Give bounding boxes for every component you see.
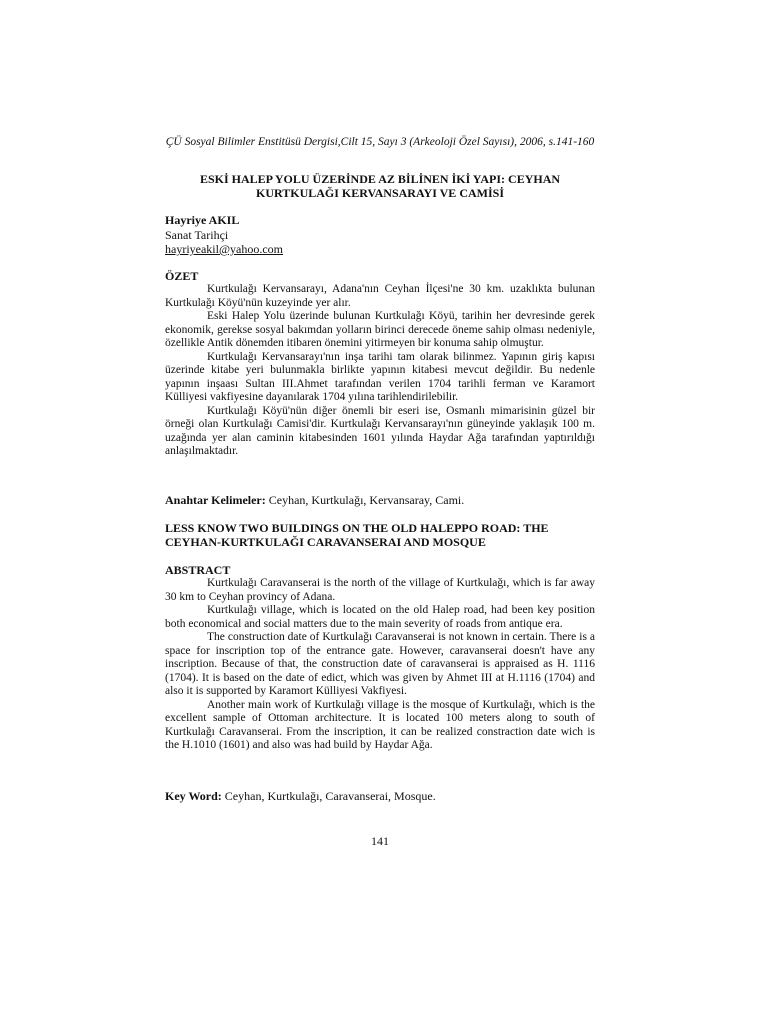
author-role: Sanat Tarihçi	[165, 227, 229, 242]
author-name: Hayriye AKIL	[165, 213, 240, 227]
author-block	[165, 213, 595, 257]
abstract-paragraph: Kurtkulağı village, which is located on the old Halep road, had been key position both economical and social matters due to the main severity of roads from antique era.	[165, 604, 595, 630]
paper-title	[165, 172, 595, 200]
turkish-keywords-label: Anahtar Kelimeler:	[165, 493, 266, 507]
ozet-paragraph: Eski Halep Yolu üzerinde bulunan Kurtkulağı Köyü, tarihin her devresinde gerek ekonomik, gerekse sosyal bakımdan yolların birinci derecede öneme sahip olması nedeniyle, özellikle Antik dönemden itibaren önemini yitirmeyen bir konuma sahip olmuştur.	[165, 310, 595, 349]
ozet-paragraph: Kurtkulağı Köyü'nün diğer önemli bir eseri ise, Osmanlı mimarisinin güzel bir örneği olan Kurtkulağı Camisi'dir. Kurtkulağı Kervansarayı'nın güneyinde yaklaşık 100 m. uzağında yer alan caminin kitabesinden 1601 yılında Haydar Ağa tarafından yaptırıldığı anlaşılmaktadır.	[165, 404, 595, 457]
turkish-keywords-list: Ceyhan, Kurtkulağı, Kervansaray, Cami.	[265, 493, 465, 507]
ozet-section	[165, 269, 595, 459]
journal-citation: ÇÜ Sosyal Bilimler Enstitüsü Dergisi,Cilt 15, Sayı 3 (Arkeoloji Özel Sayısı), 2006, s.141-160	[165, 136, 595, 148]
paper-page	[165, 0, 595, 1024]
page-number: 141	[371, 834, 389, 848]
abstract-section	[165, 563, 595, 753]
ozet-heading: ÖZET	[165, 269, 199, 283]
english-keywords	[165, 789, 595, 803]
abstract-heading: ABSTRACT	[165, 563, 231, 577]
paper-title-line-2: KURTKULAĞI KERVANSARAYI VE CAMİSİ	[256, 186, 504, 200]
english-title-line-2: CEYHAN-KURTKULAĞI CARAVANSERAI AND MOSQUE	[165, 535, 486, 549]
paper-title-line-1: ESKİ HALEP YOLU ÜZERİNDE AZ BİLİNEN İKİ YAPI: CEYHAN	[199, 172, 561, 186]
abstract-paragraph: Another main work of Kurtkulağı village is the mosque of Kurtkulağı, which is the excellent sample of Ottoman architecture. It is located 100 meters along to south of Kurtkulağı Caravanserai. From the inscription, it can be realized constraction date wich is the H.1010 (1601) and also was had build by Haydar Ağa.	[165, 698, 595, 751]
english-title-line-1: LESS KNOW TWO BUILDINGS ON THE OLD HALEPPO ROAD: THE	[165, 521, 549, 535]
abstract-paragraph: The construction date of Kurtkulağı Caravanserai is not known in certain. There is a space for inscription top of the entrance gate. However, caravanserai doesn't have any inscription. Because of that, the construction date of caravanserai is appraised as H. 1116 (1704). It is based on the date of edict, which was given by Ahmet III at H.1116 (1704) and also it is supported by Karamort Külliyesi Vakfiyesi.	[165, 631, 595, 697]
turkish-keywords	[165, 493, 595, 507]
abstract-paragraph: Kurtkulağı Caravanserai is the north of the village of Kurtkulağı, which is far away 30 km to Ceyhan provincy of Adana.	[165, 577, 595, 603]
ozet-paragraph: Kurtkulağı Kervansarayı'nın inşa tarihi tam olarak bilinmez. Yapının giriş kapısı üzerinde kitabe yeri bulunmakla birlikte yapının kitabesi mevcut değildir. Bu nedenle yapının inşaası Sultan III.Ahmet tarafından verilen 1704 tarihli ferman ve Karamort Külliyesi vakfiyesine dayanılarak 1704 yılına tarihlendirilebilir.	[165, 350, 595, 403]
english-title	[165, 521, 595, 549]
english-keywords-list: Ceyhan, Kurtkulağı, Caravanserai, Mosque.	[221, 789, 436, 803]
ozet-paragraph: Kurtkulağı Kervansarayı, Adana'nın Ceyhan İlçesi'ne 30 km. uzaklıkta bulunan Kurtkulağı Köyü'nün kuzeyinde yer alır.	[165, 283, 595, 309]
english-keywords-label: Key Word:	[165, 789, 222, 803]
author-email-link[interactable]: hayriyeakil@yahoo.com	[165, 242, 284, 256]
